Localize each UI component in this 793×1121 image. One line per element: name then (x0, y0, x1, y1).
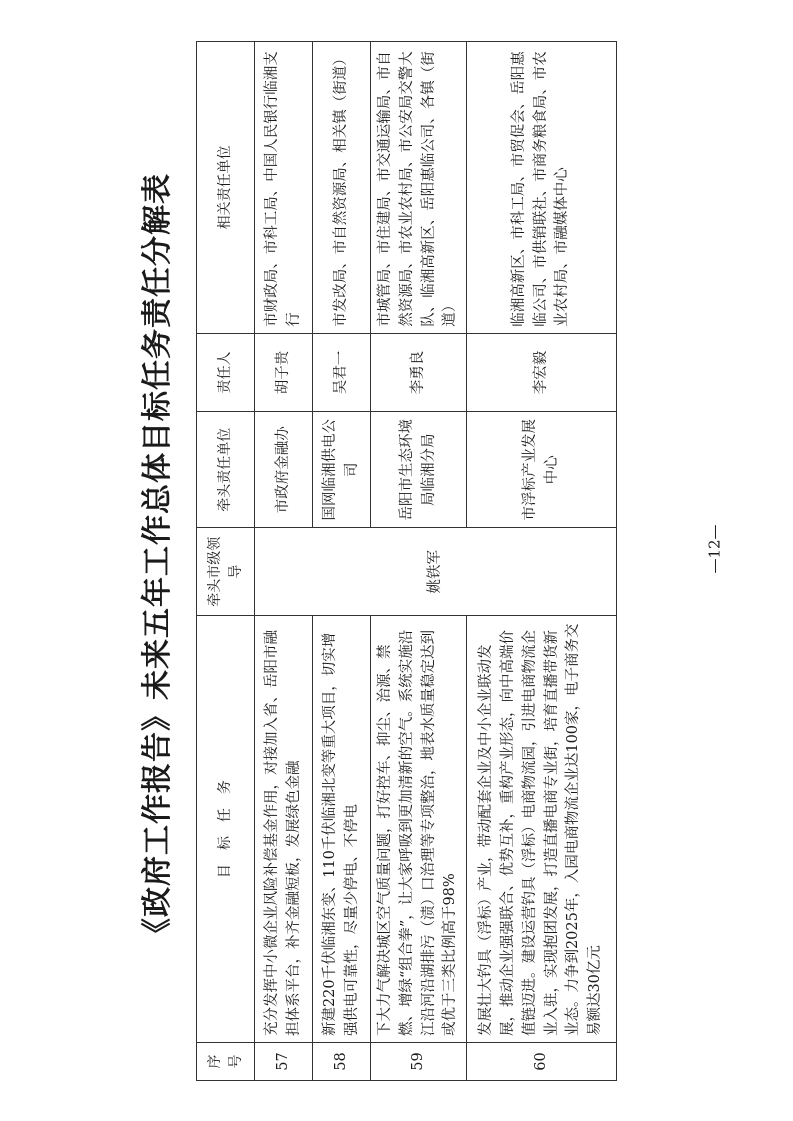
row-lead-unit: 国网临湘供电公司 (313, 412, 371, 528)
row-related: 市城管局、市住建局、市交通运输局、市自然资源局、市农业农村局、市公安局交警大队、临湘高新区、岳阳惠临公司、各镇（街道） (371, 42, 467, 334)
row-seq: 58 (313, 1043, 371, 1081)
header-task: 目 标 任 务 (197, 616, 255, 1043)
row-task: 充分发挥中小微企业风险补偿基金作用，对接加入省、岳阳市融担体系平台，补齐金融短板，发展绿色金融 (255, 616, 313, 1043)
header-lead-unit: 牵头责任单位 (197, 412, 255, 528)
row-person: 吴君一 (313, 333, 371, 411)
row-person: 李勇良 (371, 333, 467, 411)
header-seq: 序号 (197, 1043, 255, 1081)
table-row (255, 42, 313, 1081)
row-related: 市发改局、市自然资源局、相关镇（街道） (313, 42, 371, 334)
header-person: 责任人 (197, 333, 255, 411)
page-title: 《政府工作报告》未来五年工作总体目标任务责任分解表 (140, 173, 175, 948)
row-related: 临湘高新区、市科工局、市贸促会、岳阳惠临公司、市供销联社、市商务粮食局、市农业农村局、市融媒体中心 (467, 42, 617, 334)
page-number: —12— (705, 524, 724, 574)
row-seq: 59 (371, 1043, 467, 1081)
row-lead-unit: 市政府金融办 (255, 412, 313, 528)
row-seq: 60 (467, 1043, 617, 1081)
row-lead-unit: 岳阳市生态环境局临湘分局 (371, 412, 467, 528)
header-related: 相关责任单位 (197, 42, 255, 334)
row-lead-unit: 市浮标产业发展中心 (467, 412, 617, 528)
task-table (196, 41, 617, 1081)
row-seq: 57 (255, 1043, 313, 1081)
row-related: 市财政局、市科工局、中国人民银行临湘支行 (255, 42, 313, 334)
row-task: 新建220千伏临湘东变、110千伏临湘北变等重大项目，切实增强供电可靠性，尽量少停电、不停电 (313, 616, 371, 1043)
row-person: 李宏毅 (467, 333, 617, 411)
row-leader: 姚铁军 (255, 528, 617, 616)
header-leader: 牵头市级领导 (197, 528, 255, 616)
table-header-row (197, 42, 255, 1081)
row-task: 下大力气解决城区空气质量问题，打好控车、抑尘、治源、禁燃、增绿“组合拳”，让大家呼吸到更加清新的空气。系统实施沿江沿河沿湖排污（渍）口治理等专项整治，地表水质量稳定达到或优于三类比例高于98% (371, 616, 467, 1043)
row-person: 胡子贵 (255, 333, 313, 411)
row-task: 发展壮大钓具（浮标）产业，带动配套企业及中小企业联动发展，推动企业强强联合、优势互补，重构产业形态，向中高端价值链迈进。建设运营钓具（浮标）电商物流园，引进电商物流企业入驻，实现抱团发展，打造直播电商专业街，培育直播带货新业态。力争到2025年，入园电商物流企业达100家，电子商务交易额达30亿元 (467, 616, 617, 1043)
